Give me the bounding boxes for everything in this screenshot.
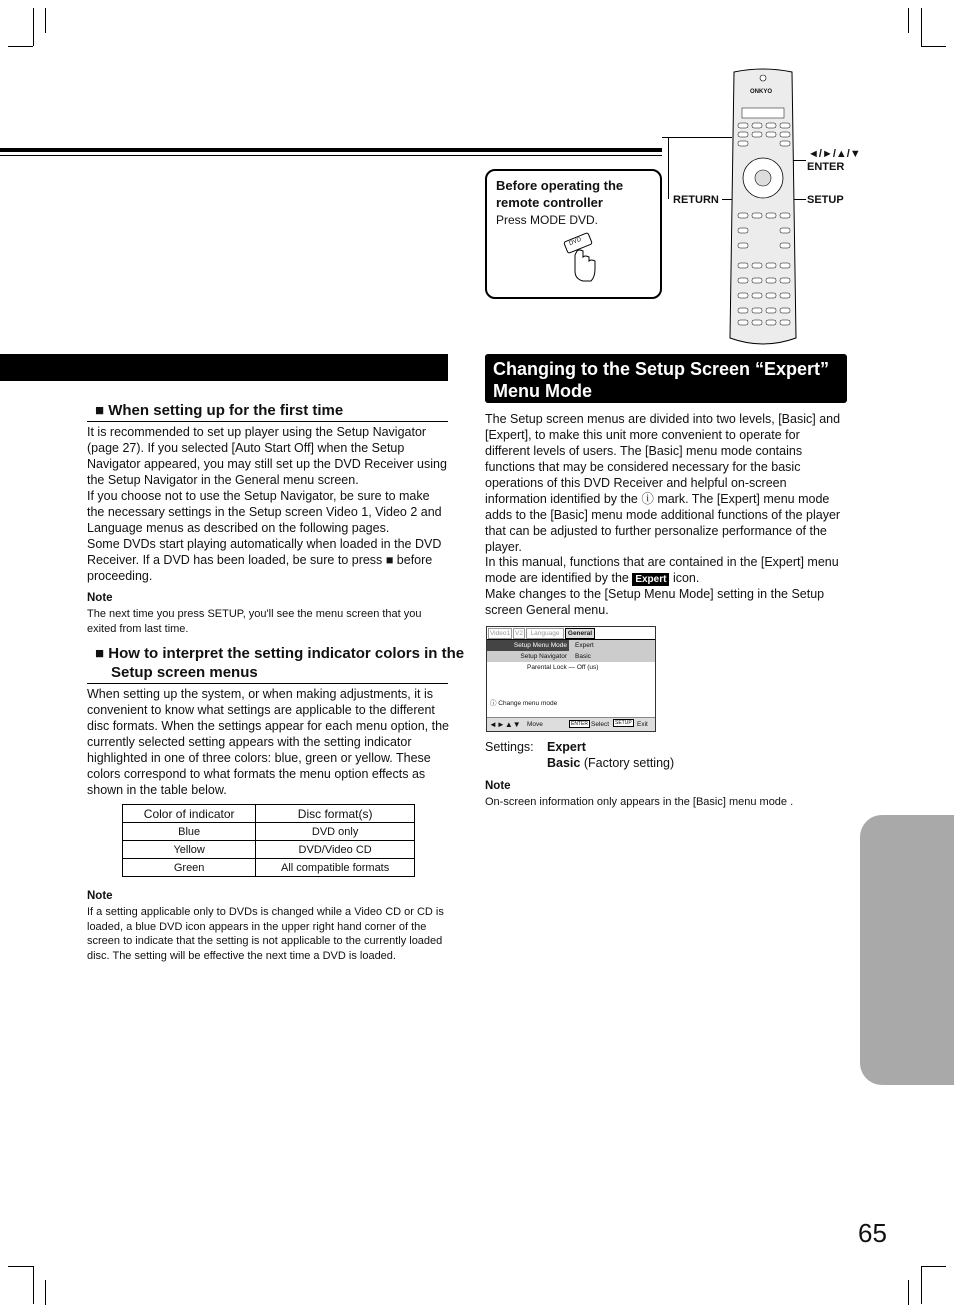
- return-label: RETURN: [673, 194, 719, 206]
- info-text: ⓘ Change menu mode: [490, 700, 558, 707]
- paragraph-text: In this manual, functions that are contained in the [Expert] menu mode are identified by the: [485, 555, 839, 585]
- setting-basic-note: (Factory setting): [583, 756, 675, 770]
- callout-title: Before operating the remote controller: [496, 178, 624, 210]
- table-cell: DVD only: [256, 823, 415, 841]
- footer-select: Select: [591, 721, 610, 728]
- dvd-key-label: DVD: [568, 236, 583, 248]
- crop-mark: [8, 46, 33, 47]
- crop-mark: [921, 46, 946, 47]
- table-header-cell: Disc format(s): [256, 805, 415, 823]
- crop-mark: [8, 1266, 33, 1267]
- table-cell: All compatible formats: [256, 859, 415, 877]
- callout-instruction: Press MODE DVD.: [496, 213, 599, 227]
- page-number: 65: [858, 1218, 887, 1248]
- square-bullet-icon: ■: [95, 645, 109, 662]
- chapter-side-tab: [860, 815, 954, 1085]
- setting-expert: Expert: [547, 740, 586, 754]
- crop-mark: [45, 1280, 46, 1305]
- footer-exit: Exit: [637, 721, 648, 728]
- crop-mark: [921, 1266, 922, 1304]
- settings-label: Settings:: [485, 740, 534, 754]
- crop-mark: [921, 8, 922, 46]
- footer-move: Move: [527, 721, 543, 728]
- section-title-bar: [485, 354, 847, 403]
- expert-mode-icon: Expert: [632, 573, 669, 586]
- arrows-label: ◄/►/▲/▼: [808, 148, 861, 160]
- section-heading-first-time: [95, 401, 343, 420]
- crop-mark: [33, 8, 34, 46]
- section-heading-indicator-colors: [95, 644, 466, 682]
- header-rule: [0, 148, 662, 152]
- setup-menu-paragraph: Make changes to the [Setup Menu Mode] setting in the Setup screen General menu.: [485, 587, 825, 617]
- leader-line: [668, 137, 669, 199]
- menu-row-value: Basic: [575, 653, 591, 660]
- crop-mark: [908, 8, 909, 33]
- menu-levels-paragraph: The Setup screen menus are divided into two levels, [Basic] and [Expert], to make this unit more convenient to operate for different levels of users. The [Basic] menu mode contains functions that may be considered necessary for the basic operations of this DVD Receiver and helpful on-screen information identified by the ⓘ mark. The [Expert] menu mode adds to the [Basic] menu mode additional functions of the player that can be adjusted to further personalize performance of the player.: [485, 412, 841, 554]
- table-cell: Green: [123, 859, 256, 877]
- note-heading: Note: [485, 780, 511, 792]
- header-rule-thin: [0, 155, 662, 156]
- first-time-body: It is recommended to set up player using the Setup Navigator (page 27). If you selected [Auto Start Off] when the Setup Navigator appeared, you may still set up the DVD Receiver using the Setup Navigator in the General menu screen. If you choose not to use the Setup Navigator, be sure to make the necessary settings in the Setup screen Video 1, Video 2 and Language menus as described on the following pages. Some DVDs start playing automatically when loaded in the DVD Receiver. If a DVD has been loaded, be sure to press ■ before proceeding.: [87, 425, 447, 583]
- note-heading: Note: [87, 890, 113, 902]
- leader-line: [662, 137, 732, 138]
- arrow-keys-icon: ◄►▲▼: [489, 720, 521, 729]
- square-bullet-icon: ■: [95, 402, 109, 419]
- note-heading: Note: [87, 592, 113, 604]
- note-body: The next time you press SETUP, you'll see the menu screen that you exited from last time.: [87, 608, 422, 635]
- section-heading-text: When setting up for the first time: [108, 402, 344, 419]
- setup-key-icon: SETUP: [615, 720, 632, 726]
- table-cell: Blue: [123, 823, 256, 841]
- expert-icon-paragraph: [485, 554, 847, 586]
- section-black-bar: [0, 354, 448, 381]
- setting-basic: Basic: [547, 756, 581, 770]
- remote-controller-illustration: [728, 68, 798, 348]
- indicator-color-table: [122, 804, 415, 877]
- setting-basic-line: [547, 755, 674, 771]
- table-cell: Yellow: [123, 841, 256, 859]
- menu-row-label: Parental Lock — Off (us): [527, 664, 599, 671]
- remote-callout-box: [485, 169, 662, 299]
- crop-mark: [33, 1266, 34, 1304]
- crop-mark: [908, 1280, 909, 1305]
- tab-video1: Video1: [489, 630, 511, 637]
- heading-rule: [87, 421, 448, 422]
- enter-key-icon: ENTER: [571, 721, 588, 727]
- menu-row-label: Setup Navigator: [520, 653, 567, 660]
- enter-label: ENTER: [807, 161, 845, 173]
- menu-row-value: Expert: [575, 642, 594, 649]
- tab-language: Language: [526, 628, 564, 639]
- setup-screen-illustration: [486, 626, 656, 732]
- section-title: Changing to the Setup Screen “Expert” Menu Mode: [493, 359, 830, 401]
- remote-brand-logo: ONKYO: [750, 89, 773, 95]
- table-cell: DVD/Video CD: [256, 841, 415, 859]
- table-row: [123, 823, 415, 841]
- table-header-row: [123, 805, 415, 823]
- table-header-cell: Color of indicator: [123, 805, 256, 823]
- crop-mark: [921, 1266, 946, 1267]
- section-heading-text: How to interpret the setting indicator colors in the Setup screen menus: [108, 645, 465, 681]
- heading-rule: [87, 683, 448, 684]
- menu-row-label: Setup Menu Mode: [487, 640, 569, 651]
- note-body: On-screen information only appears in the [Basic] menu mode .: [485, 796, 794, 808]
- table-row: [123, 859, 415, 877]
- crop-mark: [45, 8, 46, 33]
- indicator-colors-body: When setting up the system, or when making adjustments, it is convenient to know what settings are applicable to the different disc formats. When the settings appear for each menu option, the currently selected setting appears with the setting indicator highlighted in one of three colors: blue, green or yellow. These colors correspond to what formats the menu option effects as shown in the table below.: [87, 687, 450, 797]
- tab-v2: V2: [513, 628, 525, 639]
- table-row: [123, 841, 415, 859]
- setup-label: SETUP: [807, 194, 844, 206]
- screen-footer: [487, 717, 655, 731]
- tab-general: General: [565, 628, 595, 639]
- note-body: If a setting applicable only to DVDs is changed while a Video CD or CD is loaded, a blue DVD icon appears in the upper right hand corner of the screen to indicate that the setting is not applicable to the currently loaded disc. The setting will be effective the next time a DVD is loaded.: [87, 906, 444, 962]
- paragraph-text: icon.: [672, 571, 700, 585]
